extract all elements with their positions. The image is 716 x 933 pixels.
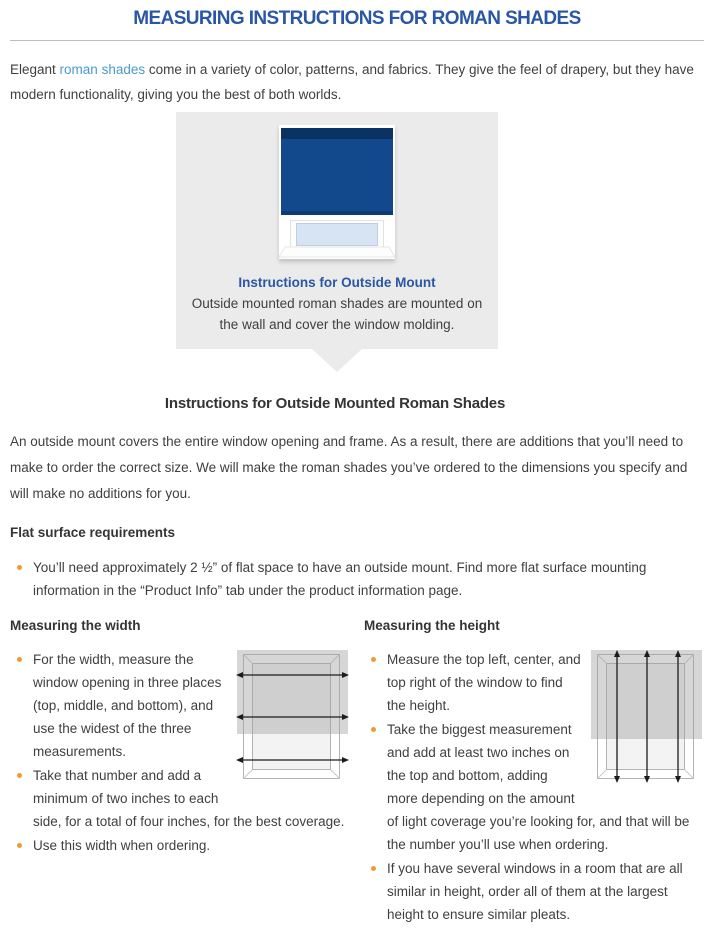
page-title: MEASURING INSTRUCTIONS FOR ROMAN SHADES (133, 8, 581, 29)
section-heading: Instructions for Outside Mounted Roman Shades (164, 395, 506, 412)
intro-text-end: come in a variety of color, patterns, and fabrics. They give the feel of drapery, but they have modern functionality, giving you the best of both worlds. (10, 62, 694, 102)
measuring-width-heading: Measuring the width (10, 618, 141, 633)
roman-shade-illustration-icon (279, 125, 395, 259)
measuring-width-column (10, 618, 350, 927)
measuring-height-list (364, 648, 704, 926)
list-item: Use this width when ordering. (10, 834, 350, 857)
section-body-paragraph: An outside mount covers the entire window opening and frame. As a result, there are additions that you’ll need to make to order the correct size. We will make the roman shades you’ve ordered to the dimensions you specify and will make no additions for you. (10, 434, 688, 501)
intro-text-start: Elegant (10, 62, 60, 77)
measuring-height-heading: Measuring the height (364, 618, 500, 633)
figure-panel (176, 112, 498, 349)
list-item: Take the biggest measurement and add at least two inches on the top and bottom, adding more depending on the amount of light coverage you’re looking for, and that will be the number you’ll use when ordering. (364, 718, 704, 856)
title-divider (10, 40, 704, 41)
flat-surface-heading: Flat surface requirements (10, 525, 176, 540)
outside-mount-figure (176, 112, 498, 372)
measuring-height-column (364, 618, 704, 927)
flat-surface-list (10, 556, 704, 602)
intro-paragraph (10, 57, 704, 107)
list-item: If you have several windows in a room that are all similar in height, order all of them at the largest height to ensure similar pleats. (364, 857, 704, 926)
list-item: Measure the top left, center, and top right of the window to find the height. (364, 648, 704, 717)
measuring-columns (10, 618, 704, 927)
outside-mount-instructions-link[interactable]: Instructions for Outside Mount (238, 275, 436, 290)
figure-caption: Outside mounted roman shades are mounted on the wall and cover the window molding. (191, 296, 483, 332)
list-item: Take that number and add a minimum of two inches to each side, for a total of four inches, for the best coverage. (10, 764, 350, 833)
roman-shade-image (279, 125, 395, 259)
measuring-width-list (10, 648, 350, 857)
list-item: For the width, measure the window opening in three places (top, middle, and bottom), and use the widest of the three measurements. (10, 648, 350, 763)
roman-shades-link[interactable]: roman shades (59, 62, 146, 77)
list-item: You’ll need approximately 2 ½” of flat space to have an outside mount. Find more flat surface mounting information in the “Product Info” tab under the product information page. (10, 556, 704, 602)
figure-pointer-tail (312, 349, 362, 372)
